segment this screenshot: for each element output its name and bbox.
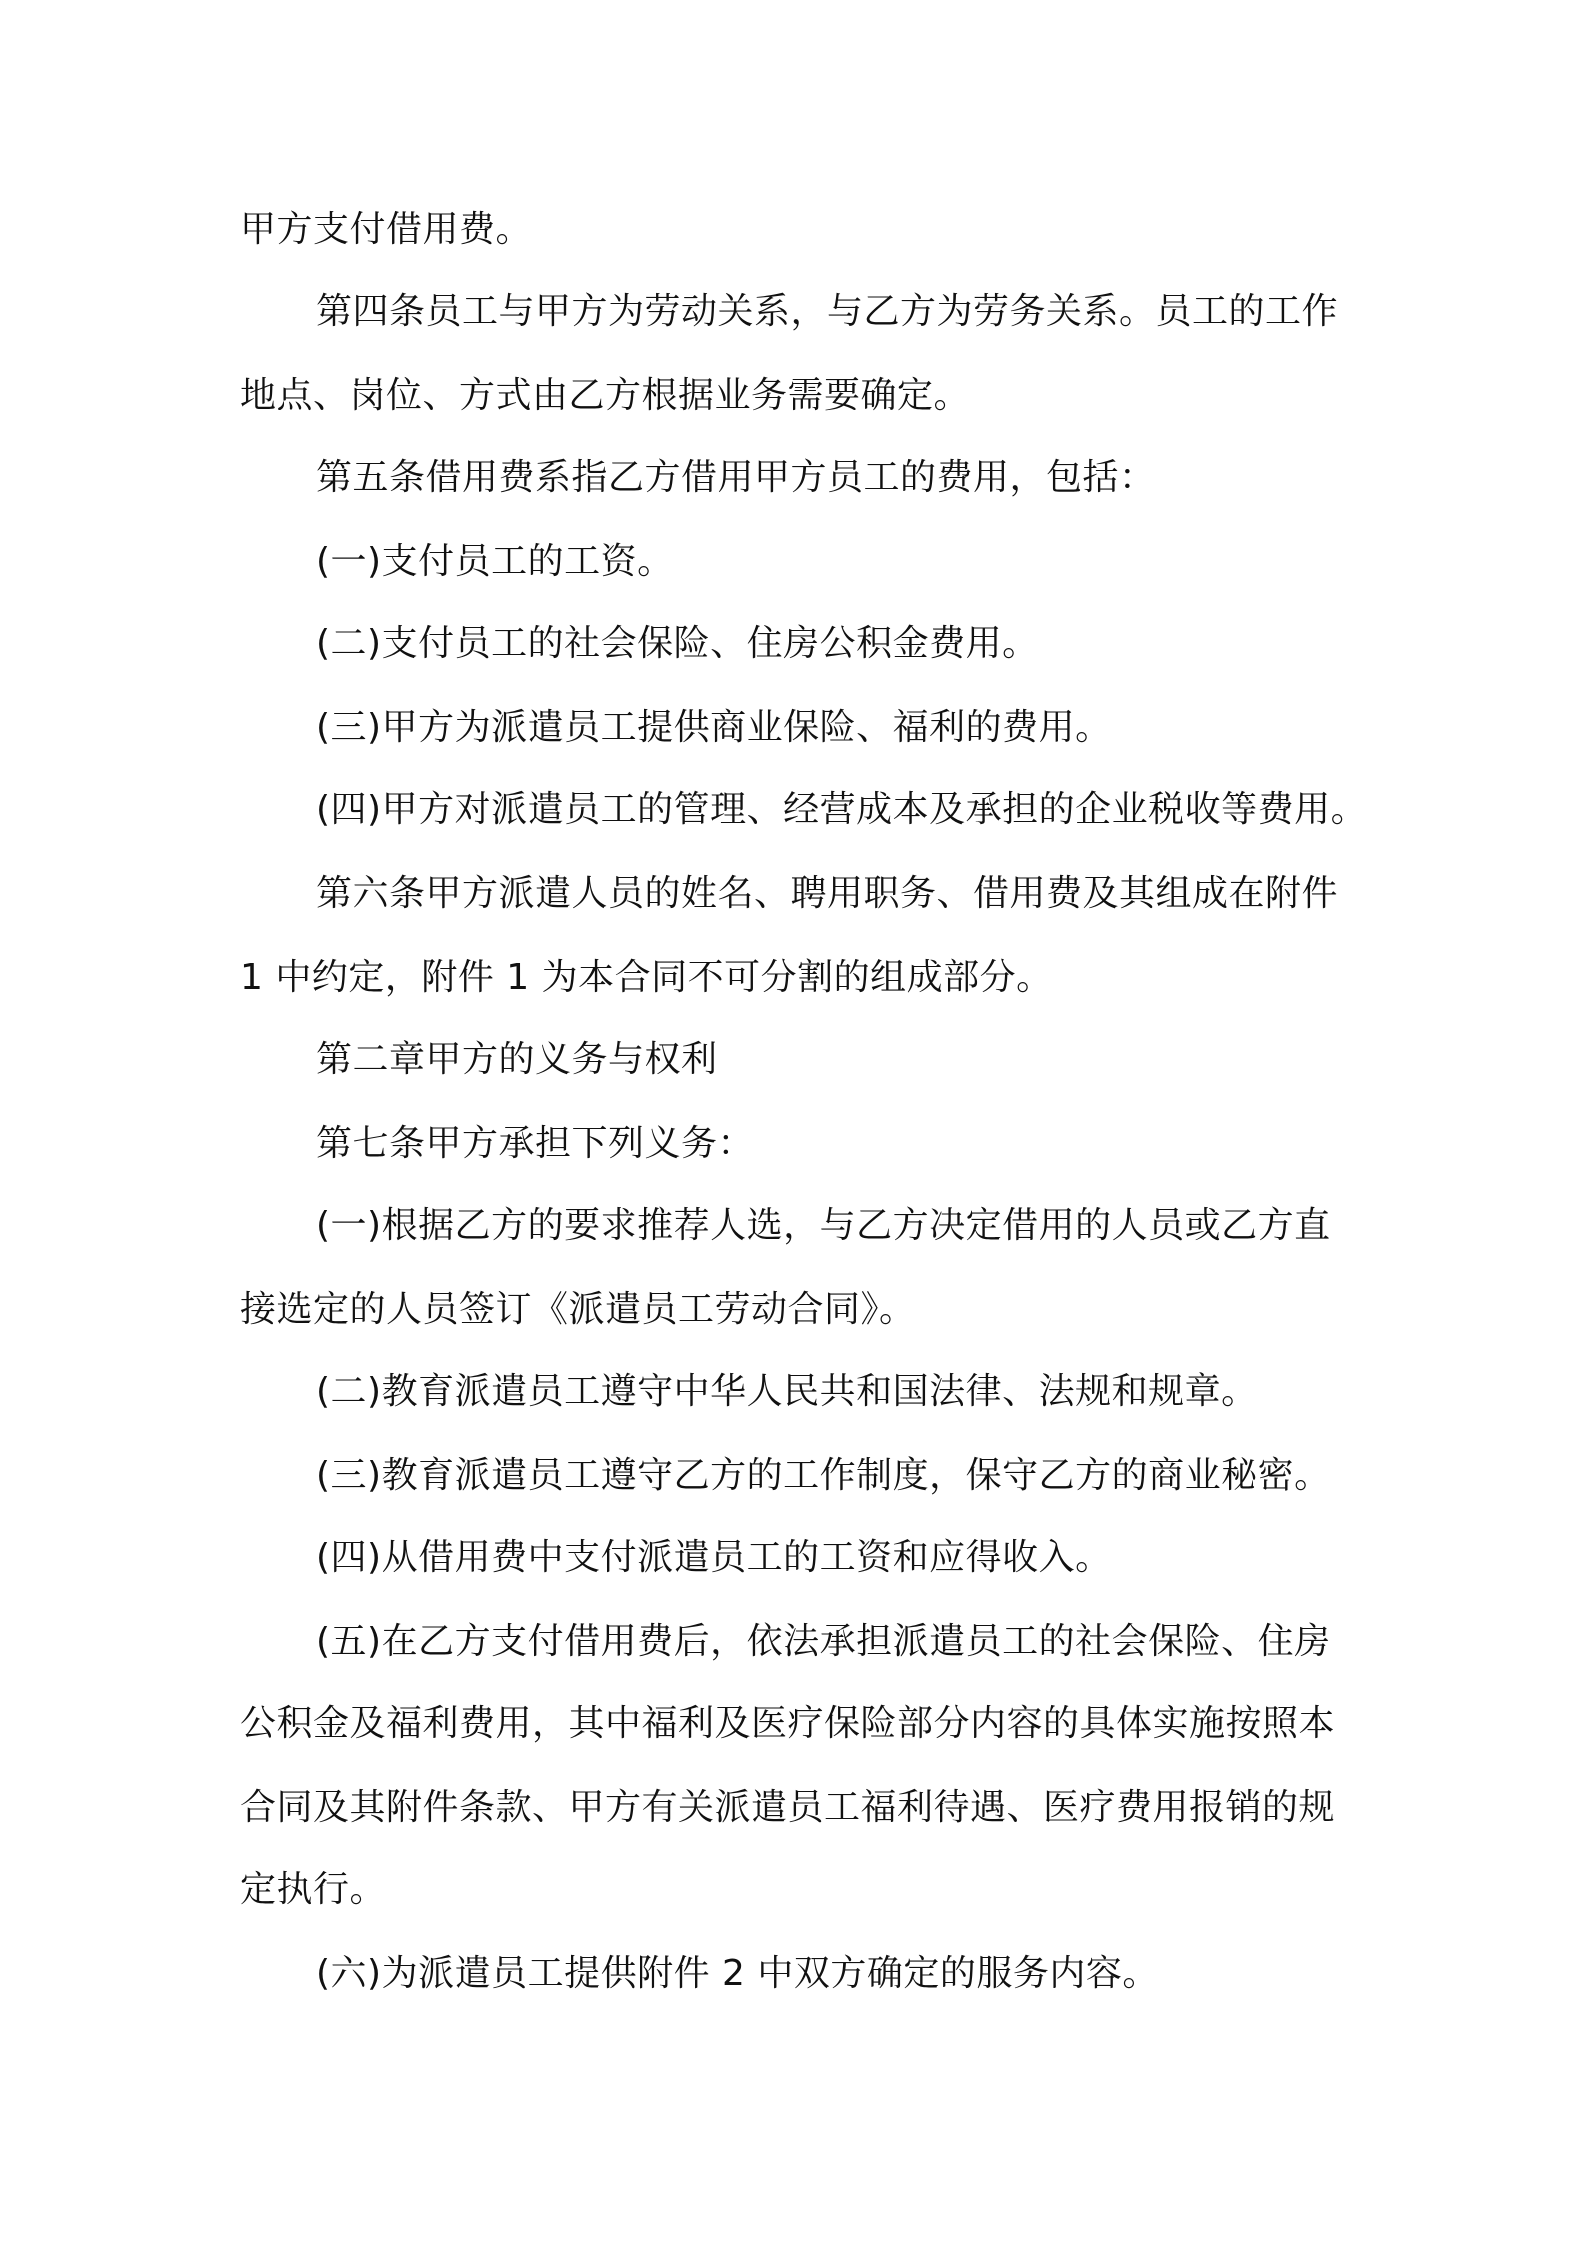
text-line: 地点、岗位、方式由乙方根据业务需要确定。 — [240, 375, 971, 416]
text-line: 第四条员工与甲方为劳动关系，与乙方为劳务关系。员工的工作 — [316, 291, 1339, 332]
text-line: 定执行。 — [240, 1869, 387, 1910]
text-line: (六)为派遣员工提供附件 2 中双方确定的服务内容。 — [316, 1953, 1159, 1994]
text-line: 第七条甲方承担下列义务： — [316, 1123, 755, 1164]
text-line: 接选定的人员签订《派遣员工劳动合同》。 — [240, 1289, 916, 1330]
text-line: 第五条借用费系指乙方借用甲方员工的费用，包括： — [316, 457, 1156, 498]
text-line: (二)支付员工的社会保险、住房公积金费用。 — [316, 623, 1039, 664]
text-line: (五)在乙方支付借用费后，依法承担派遣员工的社会保险、住房 — [316, 1621, 1331, 1662]
text-line: (一)支付员工的工资。 — [316, 541, 674, 582]
text-line: (三)甲方为派遣员工提供商业保险、福利的费用。 — [316, 707, 1112, 748]
text-line: (一)根据乙方的要求推荐人选，与乙方决定借用的人员或乙方直 — [316, 1205, 1331, 1246]
text-line: (四)甲方对派遣员工的管理、经营成本及承担的企业税收等费用。 — [316, 789, 1368, 830]
text-line: 合同及其附件条款、甲方有关派遣员工福利待遇、医疗费用报销的规 — [240, 1787, 1336, 1828]
text-line: 第六条甲方派遣人员的姓名、聘用职务、借用费及其组成在附件 — [316, 873, 1339, 914]
text-line: (四)从借用费中支付派遣员工的工资和应得收入。 — [316, 1537, 1112, 1578]
section-heading: 第二章甲方的义务与权利 — [316, 1039, 718, 1080]
text-line: (三)教育派遣员工遵守乙方的工作制度，保守乙方的商业秘密。 — [316, 1455, 1331, 1496]
text-line: 公积金及福利费用，其中福利及医疗保险部分内容的具体实施按照本 — [240, 1703, 1336, 1744]
text-line: 甲方支付借用费。 — [240, 209, 533, 250]
text-line: 1 中约定，附件 1 为本合同不可分割的组成部分。 — [240, 957, 1053, 998]
text-line: (二)教育派遣员工遵守中华人民共和国法律、法规和规章。 — [316, 1371, 1258, 1412]
